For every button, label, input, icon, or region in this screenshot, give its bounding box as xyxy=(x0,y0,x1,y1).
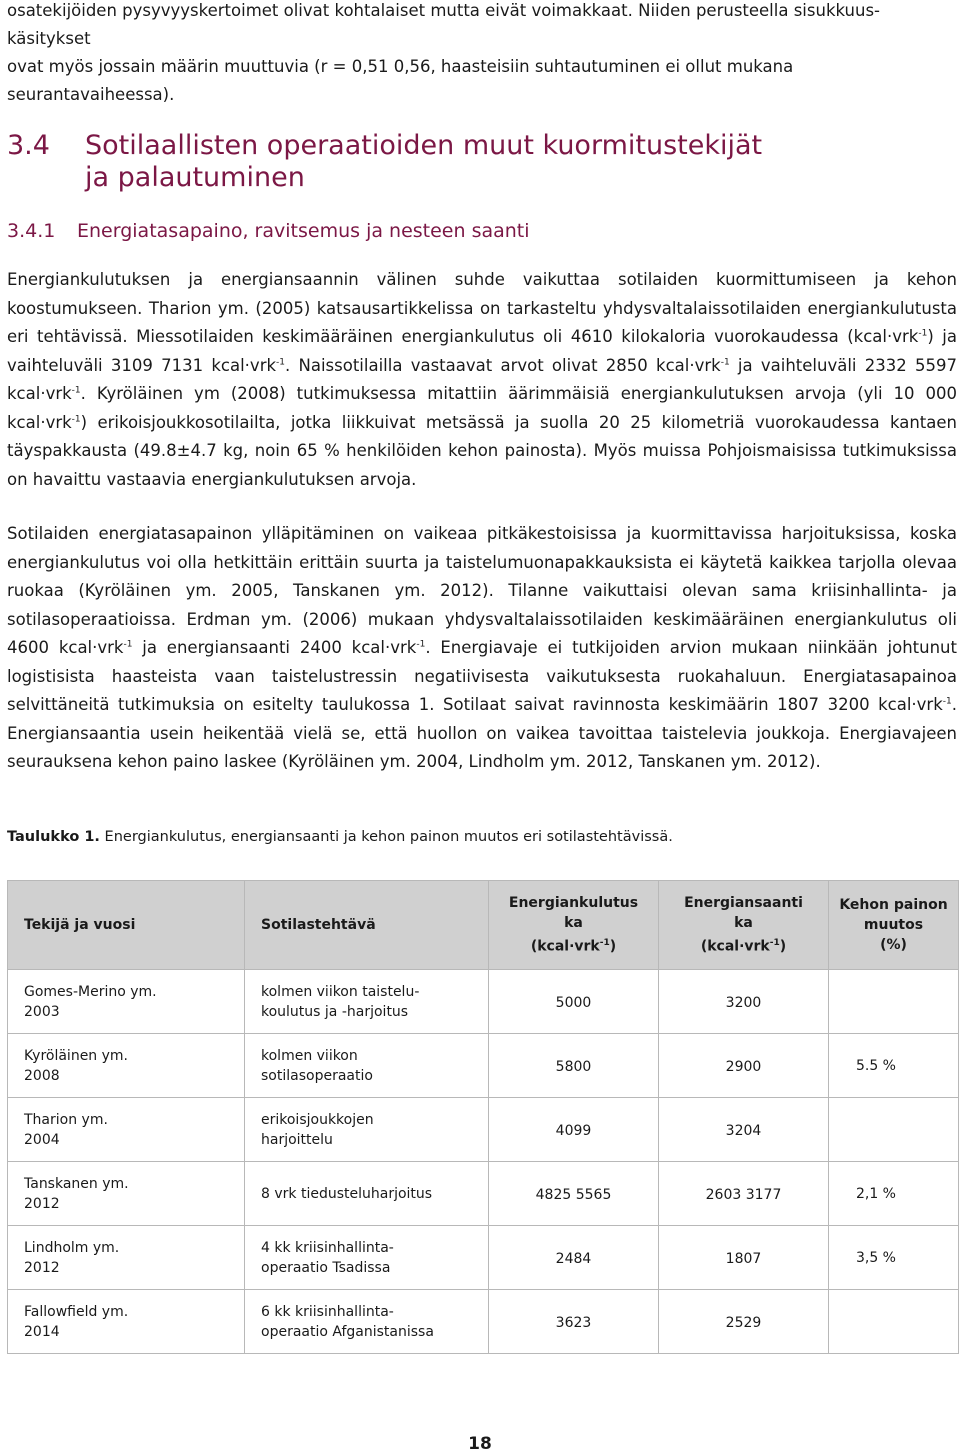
section-number: 3.4 xyxy=(7,130,50,161)
header-muutos xyxy=(829,881,959,970)
cell-task xyxy=(245,1226,489,1290)
cell-muutos xyxy=(829,1098,959,1162)
author-line-2: 2004 xyxy=(24,1131,60,1148)
subsection-number: 3.4.1 xyxy=(7,220,56,242)
cell-muutos: 5.5 % xyxy=(829,1034,959,1098)
para1-text-4: ja vaihteluväli 2332 5597 kcal·vrk xyxy=(7,355,957,403)
para2-text-3: . Energiavaje ei tutkijoiden arvion mukaan niinkään johtunut logistisista haasteista vaan taistelustressin negatiivisesta vaikutuksesta ruokahaluun. Energiatasapainoa selvittäneitä tutkimuksia on esitelty taulukossa 1. Sotilaat saivat ravinnosta keskimäärin 1807 3200 kcal·vrk xyxy=(7,638,957,714)
table-row xyxy=(8,1162,959,1226)
intro-line-1: osatekijöiden pysyvyyskertoimet olivat kohtalaiset mutta eivät voimakkaat. Niiden perusteella sisukkuus-käsitykset xyxy=(7,1,881,48)
author-line-2: 2012 xyxy=(24,1259,60,1276)
table-row xyxy=(8,1034,959,1098)
cell-task xyxy=(245,1290,489,1354)
author-line-1: Lindholm ym. xyxy=(24,1239,120,1256)
cell-task xyxy=(245,1034,489,1098)
author-line-1: Tharion ym. xyxy=(24,1111,108,1128)
para1-sup-3: -1 xyxy=(720,357,730,367)
cell-saanti: 3204 xyxy=(659,1098,829,1162)
table-caption xyxy=(7,826,673,848)
author-line-2: 2012 xyxy=(24,1195,60,1212)
cell-task xyxy=(245,1098,489,1162)
header-kulutus-unit: (kcal·vrk xyxy=(530,938,600,955)
para2-text-1: Sotilaiden energiatasapainon ylläpitäminen on vaikeaa pitkäkestoisissa ja kuormittavissa harjoituksissa, koska energiankulutus voi olla hetkittäin erittäin suurta ja taistelumuonapakkauksista ei käytetä kaikkea tarjolla olevaa ruokaa (Kyröläinen ym. 2005, Tanskanen ym. 2012). Tilanne vaikuttaisi olevan sama kriisinhallinta- ja sotilasoperaatioissa. Erdman ym. (2006) mukaan yhdysvaltalaissotilaiden keskimääräinen energiankulutus oli 4600 kcal·vrk xyxy=(7,524,957,657)
cell-kulutus: 3623 xyxy=(489,1290,659,1354)
cell-saanti: 2603 3177 xyxy=(659,1162,829,1226)
cell-task xyxy=(245,1162,489,1226)
cell-kulutus: 5800 xyxy=(489,1034,659,1098)
table-row xyxy=(8,1290,959,1354)
header-kulutus xyxy=(489,881,659,970)
table-caption-text: Energiankulutus, energiansaanti ja kehon painon muutos eri sotilastehtävissä. xyxy=(99,829,673,845)
para1-sup-1: -1 xyxy=(918,328,928,339)
para1-text-5: . Kyröläinen ym (2008) tutkimuksessa mitattiin äärimmäisiä energiankulutuksen arvoja (yli 10 000 kcal·vrk xyxy=(7,384,957,432)
cell-saanti: 2900 xyxy=(659,1034,829,1098)
para1-text-6: ) erikoisjoukkosotilailta, jotka liikkuivat metsässä ja suolla 20 25 kilometriä vuorokaudessa kantaen täyspakkausta (49.8±4.7 kg, noin 65 % henkilöiden kehon painosta). Myös muissa Pohjoismaisissa tutkimuksissa on havaittu vastaavia energiankulutuksen arvoja. xyxy=(7,412,957,489)
data-table xyxy=(7,880,959,1354)
task-line-1: kolmen viikon xyxy=(261,1047,358,1064)
task-line-1: 6 kk kriisinhallinta- xyxy=(261,1303,394,1320)
cell-kulutus: 4099 xyxy=(489,1098,659,1162)
cell-muutos xyxy=(829,1290,959,1354)
header-muutos-line-3: (%) xyxy=(880,937,907,953)
author-line-2: 2008 xyxy=(24,1067,60,1084)
task-line-1: kolmen viikon taistelu- xyxy=(261,983,420,1000)
table-row xyxy=(8,1226,959,1290)
cell-author xyxy=(8,970,245,1034)
section-title-line-1: Sotilaallisten operaatioiden muut kuormitustekijät xyxy=(85,130,763,161)
table-caption-label: Taulukko 1. xyxy=(7,829,100,845)
page-number: 18 xyxy=(468,1434,492,1454)
header-saanti xyxy=(659,881,829,970)
author-line-2: 2014 xyxy=(24,1323,60,1340)
table-header-row xyxy=(8,881,959,970)
cell-author xyxy=(8,1226,245,1290)
body-paragraph-2 xyxy=(7,520,957,777)
para1-text-1: Energiankulutuksen ja energiansaannin välinen suhde vaikuttaa sotilaiden kuormittumiseen ja kehon koostumukseen. Tharion ym. (2005) katsausartikkelissa on tarkasteltu yhdysvaltalaissotilaiden energiankulutusta eri tehtävissä. Miessotilaiden keskimääräinen energiankulutus oli 4610 kilokaloria vuorokaudessa (kcal·vrk xyxy=(7,270,957,346)
author-line-1: Fallowfield ym. xyxy=(24,1303,129,1320)
header-task xyxy=(245,881,489,970)
cell-saanti: 2529 xyxy=(659,1290,829,1354)
subsection-title: Energiatasapaino, ravitsemus ja nesteen saanti xyxy=(77,220,530,242)
cell-muutos: 3,5 % xyxy=(829,1226,959,1290)
header-task-text: Sotilastehtävä xyxy=(261,917,376,933)
para2-text-4: . Energiansaantia usein heikentää vielä se, että huollon on vaikea tavoittaa taistelevia joukkoja. Energiavajeen seurauksena kehon paino laskee (Kyröläinen ym. 2004, Lindholm ym. 2012, Tanskanen ym. 2012). xyxy=(7,695,957,771)
task-line-2: operaatio Tsadissa xyxy=(261,1259,391,1276)
header-kulutus-close: ) xyxy=(609,938,617,955)
cell-saanti: 1807 xyxy=(659,1226,829,1290)
para1-sup-4: -1 xyxy=(71,385,81,396)
cell-muutos xyxy=(829,970,959,1034)
author-line-1: Kyröläinen ym. xyxy=(24,1047,129,1064)
header-muutos-line-1: Kehon painon xyxy=(839,897,948,913)
body-paragraph-1 xyxy=(7,266,957,494)
header-author xyxy=(8,881,245,970)
intro-line-2: ovat myös jossain määrin muuttuvia (r = 0,51 0,56, haasteisiin suhtautuminen ei ollut mukana seurantavaiheessa). xyxy=(7,57,794,104)
header-saanti-line-1: Energiansaanti xyxy=(684,895,803,912)
cell-kulutus: 2484 xyxy=(489,1226,659,1290)
section-heading xyxy=(7,130,947,194)
task-line-2: harjoittelu xyxy=(261,1131,333,1148)
para1-text-3: . Naissotilailla vastaavat arvot olivat 2850 kcal·vrk xyxy=(285,355,721,375)
header-saanti-sup: -1 xyxy=(769,938,780,949)
subsection-heading xyxy=(7,218,530,244)
author-line-1: Gomes-Merino ym. xyxy=(24,983,157,1000)
section-title xyxy=(85,130,762,194)
header-kulutus-sup: -1 xyxy=(599,938,610,949)
cell-author xyxy=(8,1162,245,1226)
para2-text-2: ja energiansaanti 2400 kcal·vrk xyxy=(132,638,417,657)
para1-sup-2: -1 xyxy=(276,357,286,367)
cell-muutos: 2,1 % xyxy=(829,1162,959,1226)
task-line-2: operaatio Afganistanissa xyxy=(261,1323,434,1340)
intro-paragraph xyxy=(7,0,955,109)
task-line-2: sotilasoperaatio xyxy=(261,1067,373,1084)
header-kulutus-line-2: ka xyxy=(564,915,583,932)
para1-sup-5: -1 xyxy=(71,414,81,424)
header-saanti-close: ) xyxy=(779,938,787,955)
cell-kulutus: 4825 5565 xyxy=(489,1162,659,1226)
para1-text-2: ) ja vaihteluväli 3109 7131 kcal·vrk xyxy=(7,327,957,375)
header-saanti-line-2: ka xyxy=(734,915,753,932)
header-saanti-unit: (kcal·vrk xyxy=(700,938,770,955)
cell-saanti: 3200 xyxy=(659,970,829,1034)
task-line-1: erikoisjoukkojen xyxy=(261,1111,374,1128)
author-line-1: Tanskanen ym. xyxy=(24,1175,129,1192)
cell-author xyxy=(8,1098,245,1162)
task-line-2: koulutus ja -harjoitus xyxy=(261,1003,409,1020)
table-row xyxy=(8,1098,959,1162)
header-saanti-line-3 xyxy=(659,933,828,957)
cell-author xyxy=(8,1290,245,1354)
para2-sup-1: -1 xyxy=(123,639,133,650)
para2-sup-3: -1 xyxy=(942,696,952,707)
table-row xyxy=(8,970,959,1034)
header-kulutus-line-3 xyxy=(489,933,658,957)
header-muutos-line-2: muutos xyxy=(863,917,924,933)
author-line-2: 2003 xyxy=(24,1003,60,1020)
para2-sup-2: -1 xyxy=(416,639,426,650)
cell-kulutus: 5000 xyxy=(489,970,659,1034)
header-author-text: Tekijä ja vuosi xyxy=(24,917,136,933)
header-kulutus-line-1: Energiankulutus xyxy=(508,895,639,912)
section-title-line-2: ja palautuminen xyxy=(85,162,305,193)
task-line-1: 4 kk kriisinhallinta- xyxy=(261,1239,394,1256)
cell-task xyxy=(245,970,489,1034)
cell-author xyxy=(8,1034,245,1098)
task-line-1: 8 vrk tiedusteluharjoitus xyxy=(261,1185,433,1202)
